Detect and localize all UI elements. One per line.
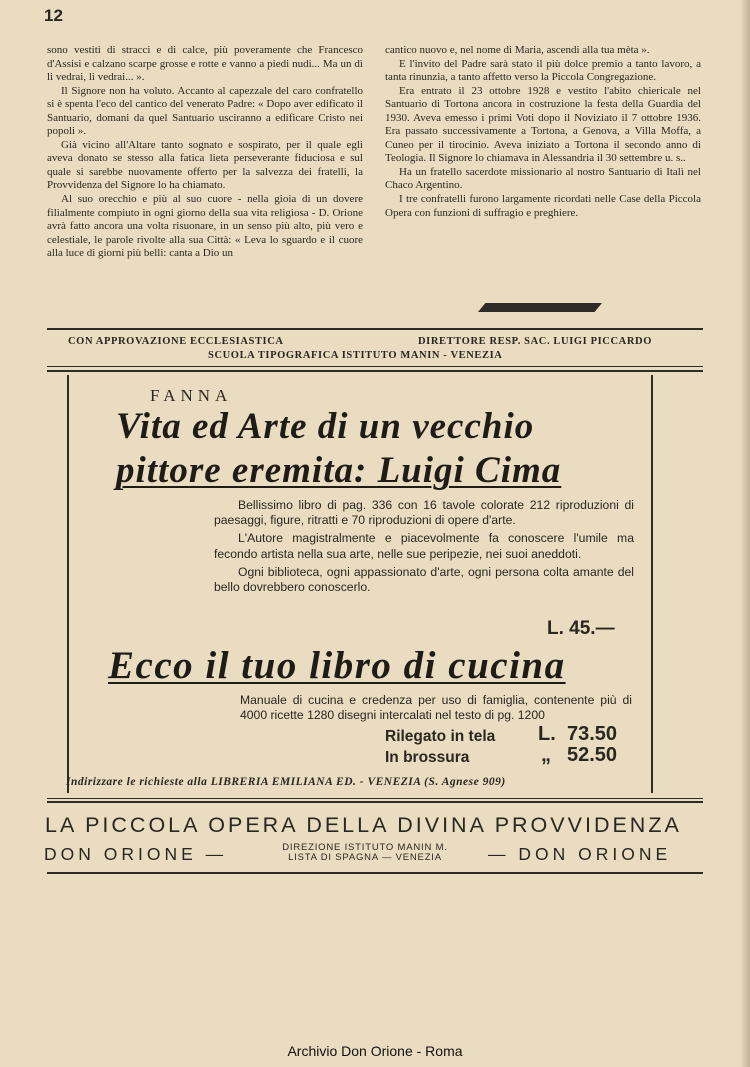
- book1-price: L. 45.—: [547, 618, 615, 639]
- paperback-edition-price: 52.50: [567, 744, 618, 766]
- bound-edition-currency: L.: [538, 723, 556, 745]
- masthead-address: [258, 843, 472, 863]
- bound-edition-price: 73.50: [567, 723, 618, 745]
- article-paragraph: E l'invito del Padre sarà stato il più dolce premio a tanto lavoro, a tanta rinunzia, a tanto affetto verso la Piccola Congregazione.: [385, 57, 701, 84]
- book1-description-paragraph: L'Autore magistralmente e piacevolmente fa conoscere l'umile ma fecondo artista nella sua arte, nelle sue peripezie, nei suoi aneddoti.: [214, 531, 634, 561]
- masthead-address-line1: DIREZIONE ISTITUTO MANIN M.: [282, 842, 448, 853]
- masthead-name-right: — DON ORIONE: [488, 844, 672, 864]
- article-paragraph: Ha un fratello sacerdote missionario al nostro Santuario di Italì nel Chaco Argentino.: [385, 165, 701, 192]
- book1-title-line1: Vita ed Arte di un vecchio: [116, 406, 535, 447]
- article-left-column: [47, 44, 363, 261]
- book2-title: Ecco il tuo libro di cucina: [108, 644, 566, 687]
- article-paragraph: Al suo orecchio e più al suo cuore - nella gioia di un dovere filialmente compiuto in ogni giorno della sua vita religiosa - D. Orione avrà fatto ancora una volta risuonare, in un senso più alto, più vero e celestiale, le parole rivolte alla sua Città: « Leva lo sguardo e il cuore alla luce di giorni più belli: canta a Dio un: [47, 193, 363, 260]
- article-paragraph: sono vestiti di stracci e di calce, più poveramente che Francesco d'Assisi e calzano scarpe grosse e rotte e vanno a piedi nudi... Ma un dì li vedrai, li vedrai... ».: [47, 44, 363, 84]
- paperback-ditto-mark: „: [541, 744, 551, 766]
- paperback-edition-label: In brossura: [385, 749, 470, 766]
- ecclesiastical-approval: CON APPROVAZIONE ECCLESIASTICA: [68, 336, 284, 347]
- page-edge-shadow: [740, 0, 750, 1067]
- masthead-title: LA PICCOLA OPERA DELLA DIVINA PROVVIDENZA: [45, 813, 682, 837]
- article-paragraph: Era entrato il 23 ottobre 1928 e vestito l'abito chiericale nel Santuario di Tortona ancora in costruzione la festa della Guardia del 1930. Aveva emesso i primi Voti dopo il Noviziato il 7 ottobre 1936. Era passato successivamente a Tortona, a Genova, a Villa Moffa, a Cuneo per il tirocinio. Aveva iniziato a Tortona il secondo anno di Teologia. Il Signore lo chiamava in Alessandria il 30 settembre u. s..: [385, 84, 701, 165]
- book1-description-paragraph: Bellissimo libro di pag. 336 con 16 tavole colorate 212 riproduzioni di paesaggi, figure, ritratti e 70 riproduzioni di opere d'arte.: [214, 498, 634, 528]
- article-paragraph: Già vicino all'Altare tanto sognato e sospirato, per il quale egli aveva donato se stesso alla fatica lieta perseverante fiduciosa e sul quale si sarebbe nuovamente offerto per la salvezza dei fratelli, la Provvidenza del Signore lo ha chiamato.: [47, 138, 363, 192]
- article-paragraph: I tre confratelli furono largamente ricordati nelle Case della Piccola Opera con funzioni di suffragio e preghiere.: [385, 193, 701, 219]
- ad-town: FANNA: [150, 386, 233, 405]
- article-paragraph: Il Signore non ha voluto. Accanto al capezzale del caro confratello si è spenta l'eco del cantico del venerato Padre: « Dopo aver edificato il Santuario, domani da quel Santuario usciranno a edificare Cristo nei popoli ».: [47, 84, 363, 138]
- page-number: 12: [44, 6, 63, 25]
- archive-label: Archivio Don Orione - Roma: [287, 1043, 463, 1059]
- separator-rule: [47, 328, 703, 330]
- book2-description: [240, 693, 632, 726]
- article-end-ornament: [478, 303, 602, 312]
- masthead-address-line2: LISTA DI SPAGNA — VENEZIA: [288, 852, 442, 863]
- masthead-rule-thin: [47, 798, 703, 799]
- masthead-name-left: DON ORIONE —: [44, 844, 228, 864]
- book1-description: [214, 498, 634, 598]
- bound-edition-label: Rilegato in tela: [385, 728, 496, 745]
- book1-description-paragraph: Ogni biblioteca, ogni appassionato d'arte, ogni persona colta amante del bello dovrebbero conoscerlo.: [214, 564, 634, 595]
- masthead-rule-thick: [47, 801, 703, 803]
- separator-rule-thin: [47, 366, 703, 367]
- separator-rule-thick: [47, 370, 703, 372]
- article-right-column: [385, 44, 701, 220]
- article-paragraph: cantico nuovo e, nel nome di Maria, ascendi alla tua mèta ».: [385, 44, 650, 56]
- masthead-bottom-rule: [47, 872, 703, 874]
- printer-credit: SCUOLA TIPOGRAFICA ISTITUTO MANIN - VENEZIA: [208, 350, 503, 361]
- order-address: Indirizzare le richieste alla LIBRERIA EMILIANA ED. - VENEZIA (S. Agnese 909): [66, 776, 506, 788]
- book1-title-line2: pittore eremita: Luigi Cima: [116, 450, 562, 491]
- responsible-director: DIRETTORE RESP. SAC. LUIGI PICCARDO: [418, 336, 652, 347]
- book2-description-text: Manuale di cucina e credenza per uso di famiglia, contenente più di 4000 ricette 1280 disegni intercalati nel testo di pg. 1200: [240, 693, 632, 723]
